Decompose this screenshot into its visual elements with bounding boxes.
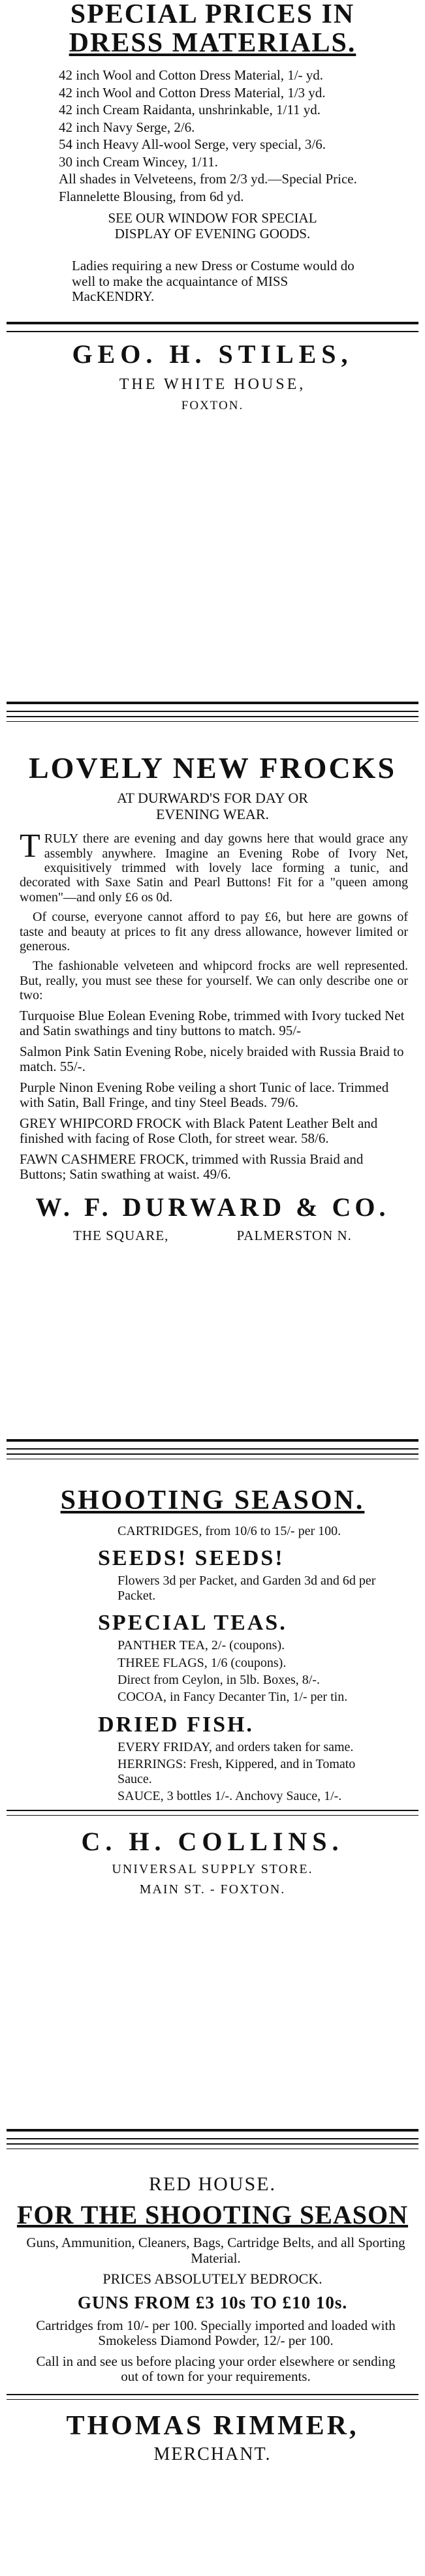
- paragraph: Of course, everyone cannot afford to pay £6, but here are gowns of taste and beauty at prices to fit any dress allowance, however limited or generous.: [20, 910, 408, 954]
- stiles-price-list: [0, 68, 425, 204]
- durward-address-right: PALMERSTON N.: [236, 1227, 352, 1243]
- list-item: PANTHER TEA, 2/- (coupons).: [118, 1638, 285, 1653]
- list-item: Turquoise Blue Eolean Evening Robe, trimmed with Ivory tucked Net and Satin swathings and tiny buttons to match. 95/-: [20, 1007, 405, 1039]
- paragraph: The fashionable velveteen and whipcord frocks are well represented. But, really, you must see these for yourself. We can only describe one or two:: [20, 959, 408, 1003]
- list-item: 42 inch Navy Serge, 2/6.: [59, 119, 195, 135]
- stiles-shop-subtitle: THE WHITE HOUSE,: [119, 375, 306, 393]
- list-item: SAUCE, 3 bottles 1/-. Anchovy Sauce, 1/-.: [118, 1788, 342, 1803]
- list-item: COCOA, in Fancy Decanter Tin, 1/- per tin.: [118, 1690, 348, 1705]
- list-item: All shades in Velveteens, from 2/3 yd.—Special Price.: [59, 171, 357, 187]
- list-item: Purple Ninon Evening Robe veiling a short Tunic of lace. Trimmed with Satin, Ball Fringe, and tiny Steel Beads. 79/6.: [20, 1079, 389, 1111]
- durward-advertisement: [0, 751, 425, 1244]
- list-item: HERRINGS: Fresh, Kippered, and in Tomato Sauce.: [118, 1757, 356, 1786]
- call-in-text: Call in and see us before placing your order elsewhere or sending out of town for your requirements.: [36, 2353, 396, 2385]
- guns-text: Guns, Ammunition, Cleaners, Bags, Cartridge Belts, and all Sporting Material.: [26, 2235, 405, 2266]
- rimmer-shop-subtitle: MERCHANT.: [153, 2444, 272, 2464]
- list-item: THREE FLAGS, 1/6 (coupons).: [118, 1655, 287, 1670]
- divider: [7, 716, 418, 722]
- collins-title: SHOOTING SEASON.: [60, 1485, 365, 1515]
- cartridges-text: CARTRIDGES, from 10/6 to 15/- per 100.: [118, 1524, 341, 1538]
- section-divider: [0, 702, 425, 722]
- red-house-heading: RED HOUSE.: [148, 2173, 276, 2195]
- durward-subtitle-line1: AT DURWARD'S FOR DAY OR: [117, 790, 308, 806]
- guns-price: GUNS FROM £3 10s TO £10 10s.: [77, 2292, 348, 2312]
- divider: [7, 1810, 418, 1816]
- prices-text: PRICES ABSOLUTELY BEDROCK.: [102, 2271, 323, 2288]
- divider: [7, 2394, 418, 2400]
- collins-shop-name: C. H. COLLINS.: [81, 1827, 344, 1857]
- durward-subtitle-line2: EVENING WEAR.: [155, 805, 270, 822]
- durward-shop-address: [0, 1228, 425, 1244]
- list-item: GREY WHIPCORD FROCK with Black Patent Leather Belt and finished with facing of Rose Cloth, for street wear. 58/6.: [20, 1115, 378, 1147]
- stiles-advertisement: [0, 0, 425, 413]
- divider: [7, 2143, 418, 2149]
- paragraph-text: RULY there are evening and day gowns here that would grace any assembly anywhere. Imagine an Evening Robe of Ivory Net, exquisitively trimmed with lovely lace forming a tunic, and decorated with Saxe Satin and Pearl Buttons! Fit for a "queen among women"—and only £6 os 0d.: [20, 831, 408, 905]
- ladies-notice: Ladies requiring a new Dress or Costume would do well to make the acquaintance of MISS MacKENDRY.: [72, 258, 354, 305]
- durward-shop-name: W. F. DURWARD & CO.: [35, 1192, 390, 1222]
- collins-content: [98, 1524, 386, 1803]
- rimmer-advertisement: [0, 2173, 425, 2465]
- collins-advertisement: [0, 1485, 425, 1897]
- fish-heading: DRIED FISH.: [98, 1712, 254, 1737]
- seeds-text: Flowers 3d per Packet, and Garden 3d and 6d per Packet.: [118, 1574, 376, 1603]
- window-notice-line1: SEE OUR WINDOW FOR SPECIAL: [108, 210, 317, 226]
- durward-body: [20, 828, 408, 1003]
- teas-heading: SPECIAL TEAS.: [98, 1611, 287, 1636]
- window-notice-line2: DISPLAY OF EVENING GOODS.: [114, 225, 311, 241]
- durward-subtitle: [0, 790, 425, 822]
- list-item: EVERY FRIDAY, and orders taken for same.: [118, 1739, 354, 1754]
- window-notice: [0, 211, 425, 241]
- stiles-location: FOXTON.: [181, 398, 244, 412]
- list-item: Salmon Pink Satin Evening Robe, nicely braided with Russia Braid to match. 55/-.: [20, 1043, 404, 1075]
- durward-title: LOVELY NEW FROCKS: [28, 751, 397, 784]
- rimmer-title: FOR THE SHOOTING SEASON: [16, 2200, 409, 2229]
- list-item: 54 inch Heavy All-wool Serge, very special, 3/6.: [59, 136, 326, 153]
- divider: [7, 322, 418, 332]
- list-item: Flannelette Blousing, from 6d yd.: [59, 188, 244, 204]
- list-item: 42 inch Wool and Cotton Dress Material, 1/3 yd.: [59, 84, 326, 101]
- divider: [7, 2129, 418, 2139]
- durward-address-left: THE SQUARE,: [73, 1227, 169, 1243]
- divider: [7, 1439, 418, 1450]
- collins-shop-address: MAIN ST. - FOXTON.: [139, 1882, 286, 1897]
- list-item: FAWN CASHMERE FROCK, trimmed with Russia Braid and Buttons; Satin swathing at waist. 49/6.: [20, 1151, 364, 1183]
- paragraph: [20, 828, 408, 905]
- divider: [7, 1453, 418, 1459]
- collins-shop-subtitle: UNIVERSAL SUPPLY STORE.: [112, 1862, 313, 1877]
- divider: [7, 702, 418, 712]
- list-item: Direct from Ceylon, in 5lb. Boxes, 8/-.: [118, 1672, 320, 1687]
- stiles-shop-name: GEO. H. STILES,: [72, 339, 353, 369]
- section-divider: [0, 1439, 425, 1459]
- durward-item-list: [0, 1008, 425, 1183]
- seeds-heading: SEEDS! SEEDS!: [98, 1546, 285, 1571]
- list-item: 42 inch Wool and Cotton Dress Material, 1/- yd.: [59, 67, 324, 84]
- dropcap: T: [20, 828, 40, 865]
- stiles-title-line1: SPECIAL PRICES IN: [70, 0, 355, 29]
- stiles-title-line2: DRESS MATERIALS.: [69, 28, 356, 59]
- section-divider: [0, 2129, 425, 2149]
- list-item: 30 inch Cream Wincey, 1/11.: [59, 153, 218, 170]
- cartridges-text: Cartridges from 10/- per 100. Specially imported and loaded with Smokeless Diamond Powder, 12/- per 100.: [36, 2317, 396, 2349]
- list-item: 42 inch Cream Raidanta, unshrinkable, 1/11 yd.: [59, 102, 321, 118]
- rimmer-shop-name: THOMAS RIMMER,: [66, 2410, 359, 2441]
